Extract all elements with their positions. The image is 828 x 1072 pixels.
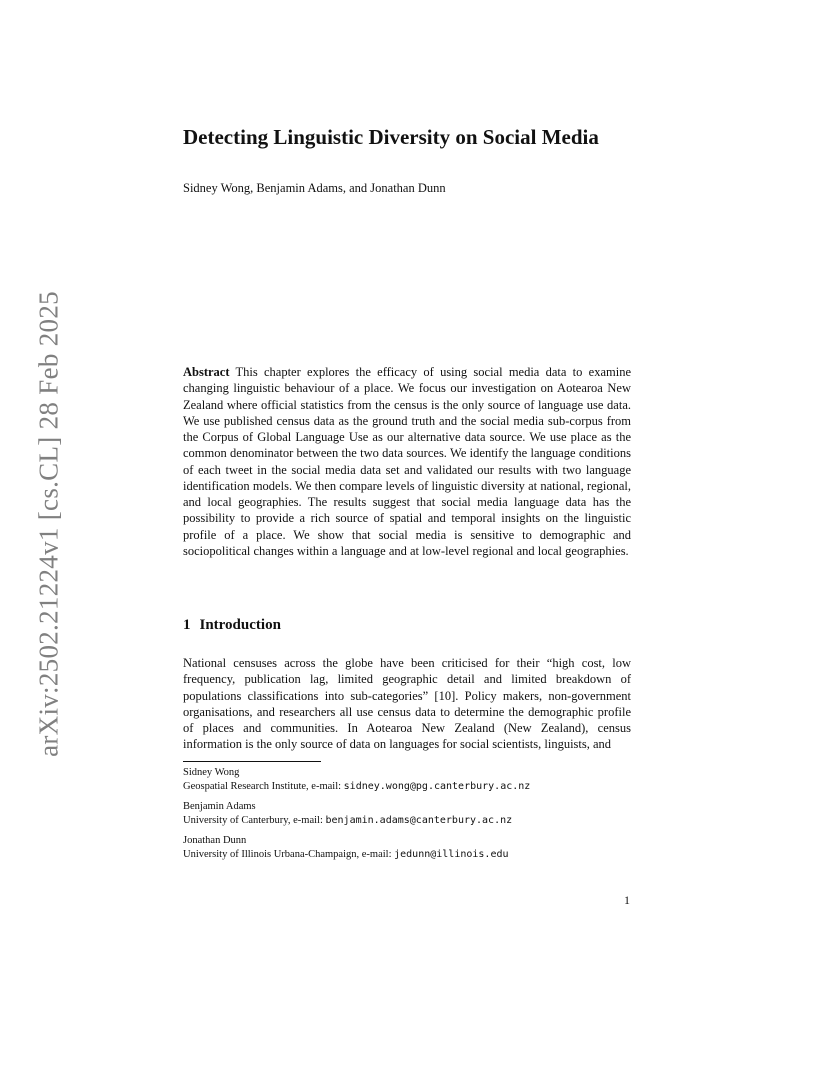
page-number: 1 [624,893,630,907]
footnote-affiliation-line [183,848,631,862]
footnote-author-3 [183,834,631,862]
footnote-affiliation: Geospatial Research Institute, e-mail: [183,781,342,792]
section-title: Introduction [199,617,281,633]
author-footnotes [183,766,631,868]
footnote-affiliation-line [183,780,631,794]
intro-paragraph: National censuses across the globe have been criticised for their “high cost, low frequency, publication lag, limited geographic detail and limited breakdown of populations classifications into sub-categories” [10]. Policy makers, non-government organisations, and researchers all use census data to determine the demographic profile of places and communities. In Aotearoa New Zealand (New Zealand), census information is the only source of data on languages for social scientists, linguists, and [183,656,631,752]
paper-title: Detecting Linguistic Diversity on Social Media [183,125,599,149]
footnote-author-name: Jonathan Dunn [183,835,247,846]
footnote-divider [183,761,321,762]
footnote-affiliation-line [183,814,631,828]
footnote-email[interactable]: sidney.wong@pg.canterbury.ac.nz [343,781,531,792]
section-heading [183,615,281,635]
footnote-email[interactable]: benjamin.adams@canterbury.ac.nz [325,815,513,826]
footnote-author-name: Sidney Wong [183,767,240,778]
section-number: 1 [183,617,191,633]
footnote-author-name: Benjamin Adams [183,801,256,812]
arxiv-identifier-stamp: arXiv:2502.21224v1 [cs.CL] 28 Feb 2025 [33,291,64,757]
abstract-text: This chapter explores the efficacy of using social media data to examine changing linguistic behaviour of a place. We focus our investigation on Aotearoa New Zealand where official statistics from the census is the only source of language use data. We use published census data as the ground truth and the social media sub-corpus from the Corpus of Global Language Use as our alternative data source. We use place as the common denominator between the two data sources. We identify the language conditions of each tweet in the social media data set and validated our results with two language identification models. We then compare levels of linguistic diversity at national, regional, and local geographies. The results suggest that social media language data has the possibility to provide a rich source of spatial and temporal insights on the linguistic profile of a place. We show that social media is sensitive to demographic and sociopolitical changes within a language and at low-level regional and local geographies. [183,365,631,558]
footnote-email[interactable]: jedunn@illinois.edu [394,849,509,860]
footnote-affiliation: University of Illinois Urbana-Champaign, e-mail: [183,849,392,860]
abstract-label: Abstract [183,365,230,379]
abstract [183,364,631,559]
author-list: Sidney Wong, Benjamin Adams, and Jonathan Dunn [183,181,446,195]
footnote-author-2 [183,800,631,828]
footnote-affiliation: University of Canterbury, e-mail: [183,815,323,826]
footnote-author-1 [183,766,631,794]
